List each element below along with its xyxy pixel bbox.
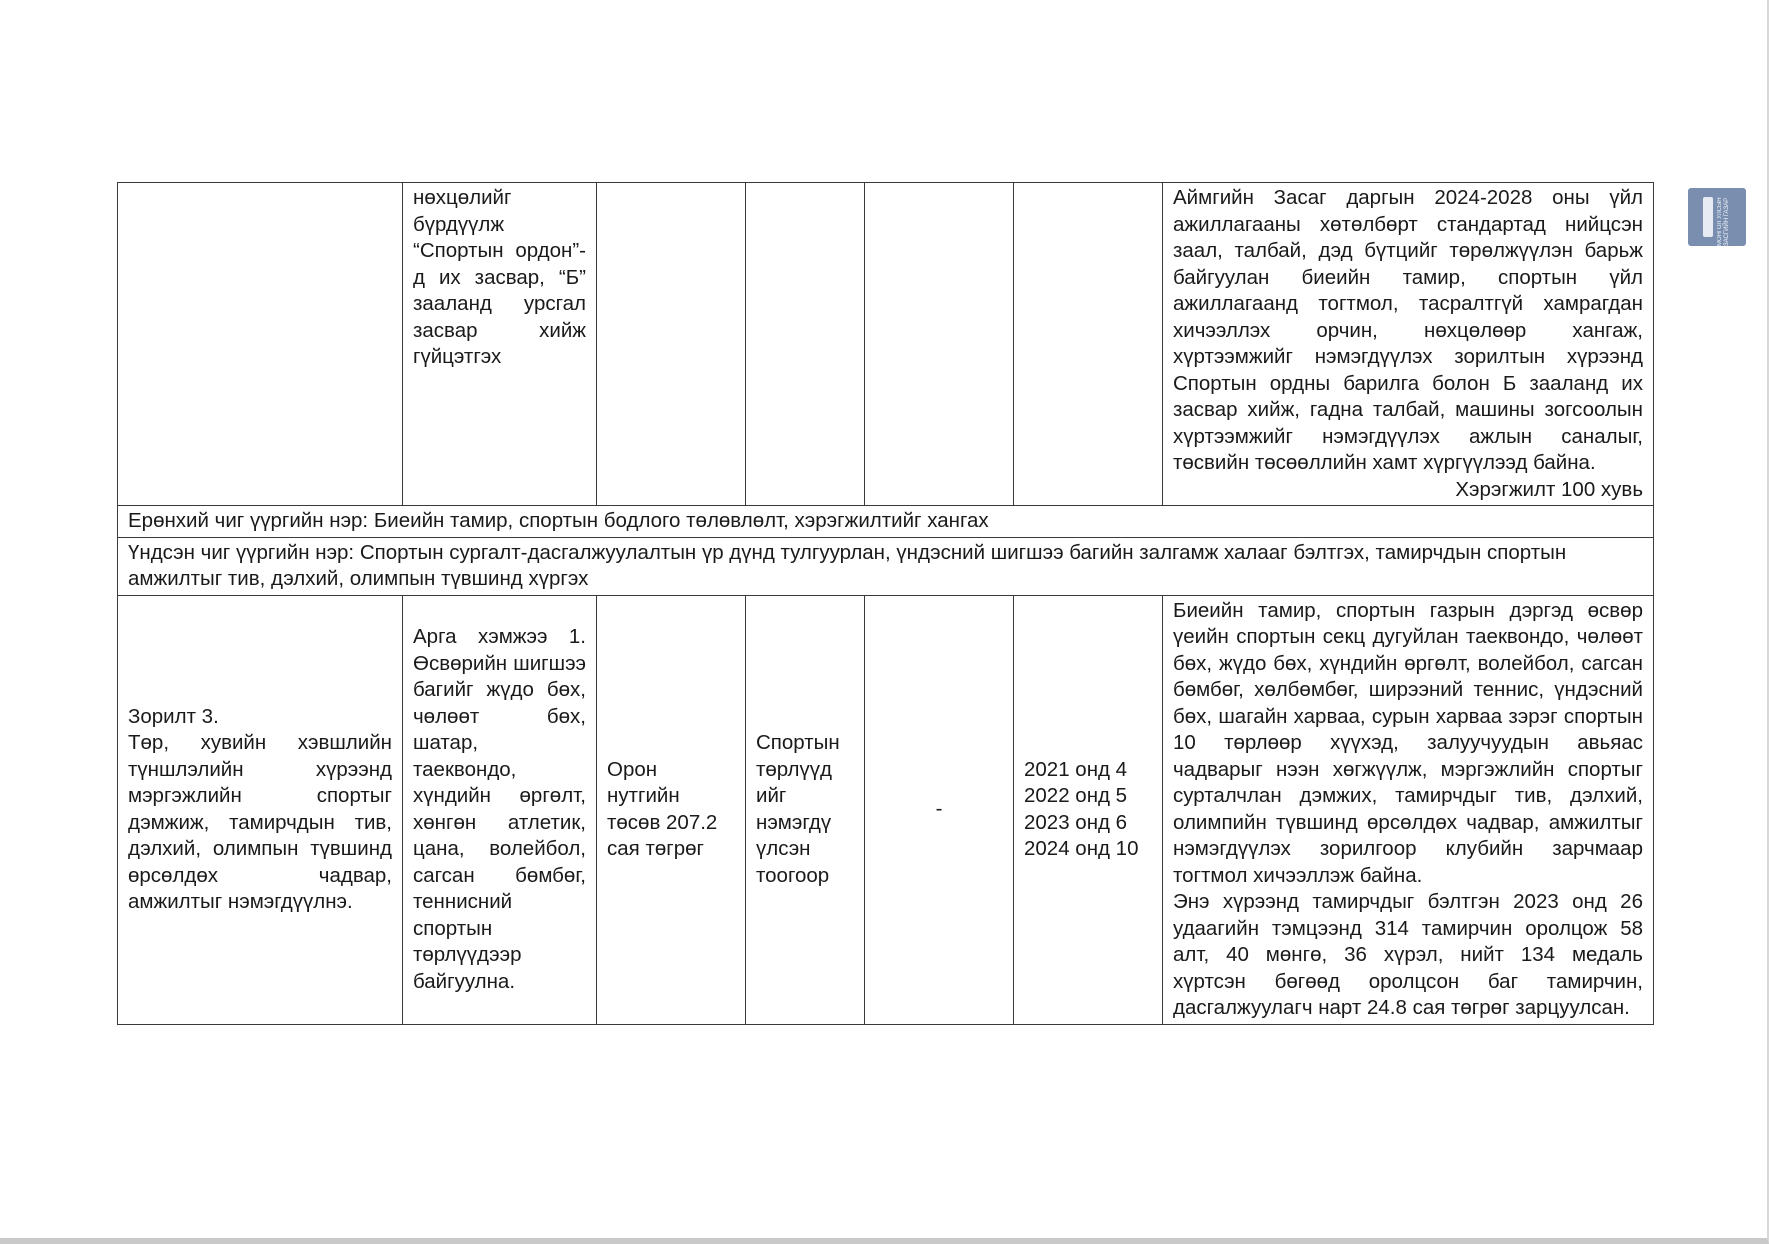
report-text: Аймгийн Засаг даргын 2024-2028 оны үйл ажиллагааны хөтөлбөрт стандартад нийцсэн заал, талбай, дэд бүтцийг төрөлжүүлэн барьж байгуулан биеийн тамир, спортын үйл ажиллагаанд тогтмол, тасралтгүй хамрагдан хичээллэх орчин, нөхцөлөөр хангаж, хүртээмжийг нэмэгдүүлэх зорилтын хүрээнд Спортын ордны барилга болон Б зааланд их засвар хийж, гадна талбай, машины зогсоолын хүртээмжийг нэмэгдүүлэх ажлын саналыг, төсвийн төсөөллийн хамт хүргүүлээд байна. — [1173, 186, 1643, 474]
funding-cell: Орон нутгийн төсөв 207.2 сая төгрөг — [597, 595, 746, 1024]
plan-implementation-table — [117, 182, 1654, 1025]
target-cell — [1014, 595, 1163, 1024]
measure-cell: Арга хэмжээ 1. Өсвөрийн шигшээ багийг жүдо бөх, чөлөөт бөх, шатар, таеквондо, хүндийн өргөлт, хөнгөн атлетик, цана, волейбол, сагсан бөмбөг, теннисний спортын төрлүүдээр байгуулна. — [403, 595, 597, 1024]
baseline-cell-empty — [865, 183, 1014, 506]
target-value: 2023 онд 6 — [1024, 810, 1128, 834]
table-row — [118, 506, 1654, 538]
table-row — [118, 595, 1654, 1024]
indicator-cell-empty — [746, 183, 865, 506]
report-paragraph: Биеийн тамир, спортын газрын дэргэд өсвөр үеийн спортын секц дугуйлан таеквондо, чөлөөт бөх, жүдо бөх, хүндийн өргөлт, волейбол, сагсан бөмбөг, хөлбөмбөг, ширээний теннис, үндэсний бөх, шагайн харваа, сурын харваа зэрэг спортын 10 төрлөөр хүүхэд, залуучуудын авьяас чадварыг нээн хөгжүүлж, мэргэжлийн спортыг сурталчлан дэмжих, тамирчдыг тив, дэлхий, олимпийн түвшинд өрсөлдөх чадвар, амжилтыг нэмэгдүүлэх зорилгоор клубийн зарчмаар тогтмол хичээллэж байна. — [1173, 598, 1643, 887]
funding-cell-empty — [597, 183, 746, 506]
completion-rate: Хэрэгжилт 100 хувь — [1455, 477, 1643, 501]
general-direction-row: Ерөнхий чиг үүргийн нэр: Биеийн тамир, спортын бодлого төлөвлөлт, хэрэгжилтийг хангах — [118, 506, 1654, 538]
soyombo-emblem-icon — [1703, 197, 1713, 237]
goal-cell — [118, 595, 403, 1024]
report-paragraph: Энэ хүрээнд тамирчдыг бэлтгэн 2023 онд 26 удаагийн тэмцээнд 314 тамирчин оролцож 58 алт, 40 мөнгө, 36 хүрэл, нийт 134 медаль хүртсэн бөгөөд оролцсон баг тамирчин, дасгалжуулагч нарт 24.8 сая төгрөг зарцуулсан. — [1173, 890, 1643, 1019]
measure-cell: нөхцөлийг бүрдүүлж “Спортын ордон”-д их засвар, “Б” зааланд урсгал засвар хийж гүйцэтгэх — [403, 183, 597, 506]
goal-title: Зорилт 3. — [128, 704, 219, 728]
baseline-cell: - — [865, 595, 1014, 1024]
target-value: 2022 онд 5 — [1024, 784, 1128, 807]
table-row — [118, 537, 1654, 595]
goal-text: Төр, хувийн хэвшлийн түншлэлийн хүрээнд мэргэжлийн спортыг дэмжиж, тамирчдын тив, дэлхий, олимпын түвшинд өрсөлдөх чадвар, амжилтыг нэмэгдүүлнэ. — [128, 731, 392, 913]
goal-cell-empty — [118, 183, 403, 506]
target-value: 2021 онд 4 — [1024, 757, 1128, 781]
main-direction-row: Үндсэн чиг үүргийн нэр: Спортын сургалт-дасгалжуулалтын үр дүнд тулгуурлан, үндэсний шигшээ багийн залгамж халааг бэлтгэх, тамирчдын спортын амжилтыг тив, дэлхий, олимпын түвшинд хүргэх — [118, 537, 1654, 595]
indicator-cell: Спортын төрлүүд ийг нэмэгдү үлсэн тоогоор — [746, 595, 865, 1024]
government-seal-icon — [1688, 188, 1746, 246]
seal-text: МОНГОЛ УЛСЫН ЗАСГИЙН ГАЗАР — [1717, 197, 1730, 246]
table-row — [118, 183, 1654, 506]
report-cell — [1163, 183, 1654, 506]
target-value: 2024 онд 10 — [1024, 837, 1139, 860]
report-cell — [1163, 595, 1654, 1024]
target-cell-empty — [1014, 183, 1163, 506]
